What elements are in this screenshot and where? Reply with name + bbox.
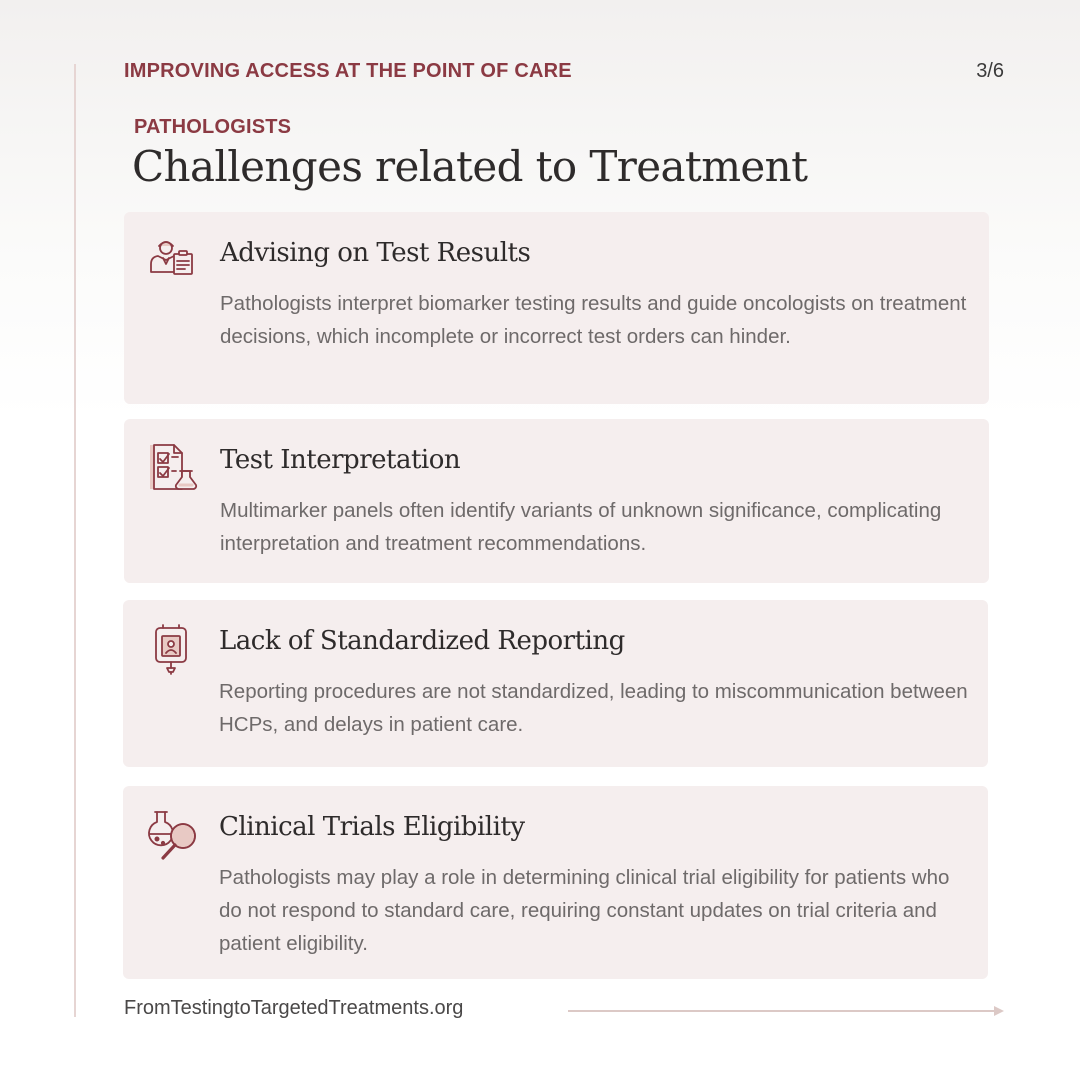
card-body: Pathologists interpret biomarker testing results and guide oncologists on treatment decisions, which incomplete or incorrect test orders can hinder. bbox=[220, 292, 967, 348]
card-title: Clinical Trials Eligibility bbox=[219, 812, 525, 842]
left-vertical-rule bbox=[74, 64, 76, 1017]
page-indicator: 3/6 bbox=[976, 60, 1004, 82]
page-title: Challenges related to Treatment bbox=[132, 142, 808, 191]
advisor-icon bbox=[146, 234, 200, 288]
footer-website-link[interactable]: FromTestingtoTargetedTreatments.org bbox=[124, 997, 464, 1019]
card-advising-on-test-results bbox=[124, 212, 989, 404]
card-lack-of-standardized-reporting bbox=[123, 600, 988, 767]
card-title: Lack of Standardized Reporting bbox=[219, 626, 625, 656]
card-title: Test Interpretation bbox=[220, 445, 461, 475]
eyebrow-label: IMPROVING ACCESS AT THE POINT OF CARE bbox=[124, 60, 572, 82]
card-clinical-trials-eligibility bbox=[123, 786, 988, 979]
flask-magnifier-icon bbox=[145, 808, 199, 862]
section-label: PATHOLOGISTS bbox=[134, 116, 292, 138]
card-title: Advising on Test Results bbox=[220, 238, 531, 268]
iv-bag-icon bbox=[145, 622, 199, 676]
card-body: Multimarker panels often identify variants of unknown significance, complicating interpretation and treatment recommendations. bbox=[220, 499, 942, 555]
card-body: Pathologists may play a role in determining clinical trial eligibility for patients who do not respond to standard care, requiring constant updates on trial criteria and patient eligibility. bbox=[219, 866, 950, 955]
card-test-interpretation bbox=[124, 419, 989, 583]
card-body: Reporting procedures are not standardized, leading to miscommunication between HCPs, and delays in patient care. bbox=[219, 680, 968, 736]
test-report-icon bbox=[146, 441, 200, 495]
arrow-right-icon bbox=[568, 1004, 1006, 1023]
